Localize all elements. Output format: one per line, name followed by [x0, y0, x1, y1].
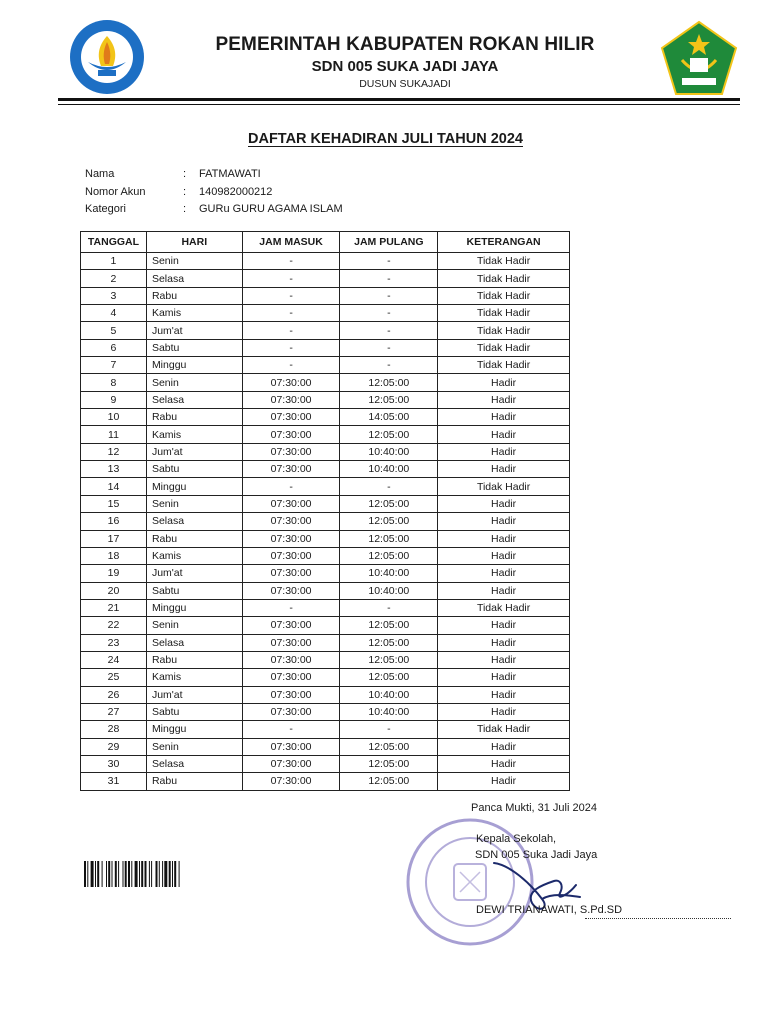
cell-remarks: Tidak Hadir [438, 305, 570, 322]
column-header-remarks: KETERANGAN [438, 232, 570, 253]
barcode-bar [97, 861, 99, 887]
barcode-bar [174, 861, 176, 887]
signer-school: SDN 005 Suka Jadi Jaya [475, 849, 598, 861]
cell-time-out: 14:05:00 [340, 409, 438, 426]
cell-day: Rabu [146, 530, 242, 547]
cell-time-out: 10:40:00 [340, 703, 438, 720]
barcode-bar [87, 861, 88, 887]
column-header-day: HARI [146, 232, 242, 253]
cell-time-out: - [340, 721, 438, 738]
cell-remarks: Hadir [438, 565, 570, 582]
barcode-bar [125, 861, 127, 887]
cell-date: 8 [81, 374, 147, 391]
table-row [81, 495, 570, 512]
cell-remarks: Hadir [438, 617, 570, 634]
table-row [81, 565, 570, 582]
cell-day: Minggu [146, 599, 242, 616]
cell-day: Rabu [146, 773, 242, 790]
cell-day: Selasa [146, 755, 242, 772]
cell-day: Sabtu [146, 461, 242, 478]
barcode-bar [91, 861, 94, 887]
cell-time-in: 07:30:00 [242, 461, 340, 478]
cell-remarks: Tidak Hadir [438, 478, 570, 495]
table-row [81, 461, 570, 478]
cell-date: 22 [81, 617, 147, 634]
table-header-row [81, 232, 570, 253]
column-header-time-out: JAM PULANG [340, 232, 438, 253]
cell-time-in: 07:30:00 [242, 703, 340, 720]
cell-time-in: 07:30:00 [242, 634, 340, 651]
cell-time-in: 07:30:00 [242, 443, 340, 460]
signature-dotted-line [585, 918, 731, 919]
cell-time-out: 12:05:00 [340, 617, 438, 634]
cell-date: 10 [81, 409, 147, 426]
cell-time-in: - [242, 305, 340, 322]
cell-time-in: 07:30:00 [242, 651, 340, 668]
cell-day: Selasa [146, 270, 242, 287]
cell-remarks: Hadir [438, 773, 570, 790]
table-row [81, 738, 570, 755]
barcode-bar [128, 861, 130, 887]
cell-remarks: Hadir [438, 530, 570, 547]
barcode-bar [108, 861, 110, 887]
cell-time-in: 07:30:00 [242, 409, 340, 426]
barcode-bar [123, 861, 124, 887]
cell-time-in: - [242, 339, 340, 356]
cell-day: Minggu [146, 357, 242, 374]
cell-time-out: - [340, 599, 438, 616]
cell-date: 28 [81, 721, 147, 738]
cell-date: 23 [81, 634, 147, 651]
cell-time-in: 07:30:00 [242, 426, 340, 443]
cell-time-out: 12:05:00 [340, 634, 438, 651]
cell-time-out: 10:40:00 [340, 565, 438, 582]
cell-date: 25 [81, 669, 147, 686]
cell-day: Sabtu [146, 339, 242, 356]
cell-time-out: 12:05:00 [340, 738, 438, 755]
table-row [81, 339, 570, 356]
cell-time-in: - [242, 721, 340, 738]
table-row [81, 270, 570, 287]
cell-time-in: - [242, 253, 340, 270]
cell-remarks: Tidak Hadir [438, 270, 570, 287]
cell-day: Sabtu [146, 582, 242, 599]
cell-time-out: 12:05:00 [340, 755, 438, 772]
cell-day: Jum'at [146, 565, 242, 582]
info-separator: : [183, 203, 187, 215]
cell-remarks: Hadir [438, 582, 570, 599]
table-row [81, 357, 570, 374]
table-row [81, 374, 570, 391]
table-row [81, 391, 570, 408]
barcode-bar [118, 861, 119, 887]
cell-time-in: 07:30:00 [242, 565, 340, 582]
cell-date: 3 [81, 287, 147, 304]
cell-remarks: Hadir [438, 703, 570, 720]
cell-date: 27 [81, 703, 147, 720]
cell-remarks: Tidak Hadir [438, 253, 570, 270]
cell-date: 29 [81, 738, 147, 755]
cell-remarks: Tidak Hadir [438, 322, 570, 339]
cell-time-out: 10:40:00 [340, 582, 438, 599]
cell-time-in: 07:30:00 [242, 391, 340, 408]
cell-day: Kamis [146, 669, 242, 686]
barcode-bar [172, 861, 173, 887]
cell-time-in: 07:30:00 [242, 738, 340, 755]
barcode-bar [159, 861, 160, 887]
table-row [81, 599, 570, 616]
table-row [81, 686, 570, 703]
column-header-date: TANGGAL [81, 232, 147, 253]
cell-date: 26 [81, 686, 147, 703]
cell-day: Jum'at [146, 686, 242, 703]
cell-date: 9 [81, 391, 147, 408]
barcode-bar [156, 861, 158, 887]
cell-day: Jum'at [146, 322, 242, 339]
cell-time-in: - [242, 357, 340, 374]
cell-remarks: Tidak Hadir [438, 287, 570, 304]
cell-remarks: Tidak Hadir [438, 721, 570, 738]
cell-time-out: 10:40:00 [340, 461, 438, 478]
cell-date: 16 [81, 513, 147, 530]
info-label: Nomor Akun [85, 185, 146, 198]
cell-day: Senin [146, 617, 242, 634]
info-separator: : [183, 168, 187, 180]
cell-date: 17 [81, 530, 147, 547]
cell-time-out: 12:05:00 [340, 530, 438, 547]
column-header-time-in: JAM MASUK [242, 232, 340, 253]
cell-day: Selasa [146, 634, 242, 651]
cell-day: Selasa [146, 513, 242, 530]
barcode-bar [145, 861, 147, 887]
cell-day: Sabtu [146, 703, 242, 720]
cell-time-out: 12:05:00 [340, 374, 438, 391]
table-row [81, 669, 570, 686]
cell-time-in: - [242, 478, 340, 495]
cell-time-out: - [340, 270, 438, 287]
cell-date: 21 [81, 599, 147, 616]
cell-date: 31 [81, 773, 147, 790]
cell-time-out: 10:40:00 [340, 686, 438, 703]
cell-day: Kamis [146, 426, 242, 443]
barcode-bar [102, 861, 103, 887]
cell-day: Selasa [146, 391, 242, 408]
barcode-bar [106, 861, 107, 887]
barcode-bar [149, 861, 150, 887]
barcode-bar [115, 861, 117, 887]
cell-date: 11 [81, 426, 147, 443]
cell-time-in: 07:30:00 [242, 686, 340, 703]
table-row [81, 305, 570, 322]
cell-time-in: - [242, 322, 340, 339]
cell-day: Rabu [146, 651, 242, 668]
info-row-account [85, 184, 343, 202]
header-divider [58, 98, 740, 101]
barcode-bar [141, 861, 143, 887]
cell-day: Rabu [146, 409, 242, 426]
table-row [81, 426, 570, 443]
barcode-bar [162, 861, 163, 887]
cell-remarks: Hadir [438, 547, 570, 564]
cell-date: 2 [81, 270, 147, 287]
cell-remarks: Tidak Hadir [438, 357, 570, 374]
barcode-bar [164, 861, 167, 887]
kemenag-logo [660, 20, 738, 96]
cell-remarks: Hadir [438, 443, 570, 460]
cell-time-out: 12:05:00 [340, 547, 438, 564]
cell-time-out: 12:05:00 [340, 391, 438, 408]
info-value: 140982000212 [199, 185, 273, 198]
table-row [81, 443, 570, 460]
cell-time-in: 07:30:00 [242, 582, 340, 599]
cell-date: 6 [81, 339, 147, 356]
table-row [81, 773, 570, 790]
cell-time-in: - [242, 270, 340, 287]
cell-remarks: Hadir [438, 738, 570, 755]
attendance-rows [81, 253, 570, 791]
table-row [81, 651, 570, 668]
cell-day: Rabu [146, 287, 242, 304]
cell-date: 4 [81, 305, 147, 322]
barcode-bar [95, 861, 96, 887]
table-row [81, 287, 570, 304]
cell-day: Senin [146, 738, 242, 755]
cell-remarks: Hadir [438, 755, 570, 772]
table-row [81, 409, 570, 426]
barcode-bar [135, 861, 138, 887]
cell-date: 1 [81, 253, 147, 270]
cell-day: Senin [146, 253, 242, 270]
cell-remarks: Hadir [438, 391, 570, 408]
government-title: PEMERINTAH KABUPATEN ROKAN HILIR [215, 34, 595, 55]
cell-time-in: 07:30:00 [242, 617, 340, 634]
info-row-category [85, 201, 343, 219]
info-value: FATMAWATI [199, 168, 261, 180]
cell-time-in: 07:30:00 [242, 495, 340, 512]
cell-time-out: - [340, 357, 438, 374]
info-row-name [85, 166, 343, 184]
barcode-bar [112, 861, 113, 887]
cell-remarks: Hadir [438, 634, 570, 651]
school-name: SDN 005 SUKA JADI JAYA [311, 58, 499, 75]
cell-time-in: 07:30:00 [242, 547, 340, 564]
table-row [81, 617, 570, 634]
cell-date: 24 [81, 651, 147, 668]
cell-date: 20 [81, 582, 147, 599]
cell-time-in: 07:30:00 [242, 755, 340, 772]
cell-time-out: - [340, 322, 438, 339]
cell-date: 30 [81, 755, 147, 772]
cell-time-in: 07:30:00 [242, 669, 340, 686]
cell-remarks: Hadir [438, 426, 570, 443]
cell-day: Minggu [146, 478, 242, 495]
place-date: Panca Mukti, 31 Juli 2024 [471, 802, 597, 814]
cell-time-out: 12:05:00 [340, 651, 438, 668]
cell-day: Kamis [146, 305, 242, 322]
table-row [81, 634, 570, 651]
barcode-bar [139, 861, 140, 887]
cell-day: Kamis [146, 547, 242, 564]
signer-title: Kepala Sekolah, [476, 833, 557, 845]
barcode-bar [151, 861, 152, 887]
cell-remarks: Tidak Hadir [438, 599, 570, 616]
cell-time-out: 12:05:00 [340, 773, 438, 790]
cell-remarks: Hadir [438, 686, 570, 703]
header-divider-thin [58, 104, 740, 105]
cell-date: 19 [81, 565, 147, 582]
cell-time-in: - [242, 599, 340, 616]
cell-time-out: - [340, 287, 438, 304]
cell-time-out: 12:05:00 [340, 426, 438, 443]
table-row [81, 322, 570, 339]
cell-remarks: Hadir [438, 651, 570, 668]
cell-time-out: 12:05:00 [340, 495, 438, 512]
barcode [84, 861, 234, 887]
document-title: DAFTAR KEHADIRAN JULI TAHUN 2024 [248, 131, 523, 147]
table-row [81, 513, 570, 530]
employee-info [85, 166, 343, 219]
cell-date: 5 [81, 322, 147, 339]
cell-time-out: - [340, 339, 438, 356]
cell-time-out: 12:05:00 [340, 513, 438, 530]
info-label: Kategori [85, 203, 126, 215]
info-separator: : [183, 185, 187, 198]
table-row [81, 530, 570, 547]
table-row [81, 703, 570, 720]
cell-date: 14 [81, 478, 147, 495]
cell-time-in: 07:30:00 [242, 773, 340, 790]
cell-day: Senin [146, 495, 242, 512]
cell-date: 18 [81, 547, 147, 564]
table-row [81, 253, 570, 270]
attendance-table [80, 231, 570, 791]
cell-remarks: Hadir [438, 409, 570, 426]
cell-time-out: 12:05:00 [340, 669, 438, 686]
cell-remarks: Hadir [438, 461, 570, 478]
cell-time-in: - [242, 287, 340, 304]
barcode-bar [84, 861, 86, 887]
cell-time-out: 10:40:00 [340, 443, 438, 460]
cell-time-in: 07:30:00 [242, 513, 340, 530]
signer-name: DEWI TRIANAWATI, S.Pd.SD [476, 904, 623, 916]
cell-remarks: Hadir [438, 495, 570, 512]
table-row [81, 721, 570, 738]
cell-remarks: Hadir [438, 513, 570, 530]
cell-date: 15 [81, 495, 147, 512]
cell-time-out: - [340, 305, 438, 322]
cell-remarks: Tidak Hadir [438, 339, 570, 356]
tut-wuri-handayani-logo [68, 18, 146, 96]
cell-day: Jum'at [146, 443, 242, 460]
cell-day: Senin [146, 374, 242, 391]
cell-date: 12 [81, 443, 147, 460]
table-row [81, 478, 570, 495]
cell-date: 13 [81, 461, 147, 478]
barcode-bar [169, 861, 171, 887]
barcode-bar [179, 861, 180, 887]
cell-date: 7 [81, 357, 147, 374]
barcode-bar [131, 861, 132, 887]
cell-remarks: Hadir [438, 669, 570, 686]
table-row [81, 547, 570, 564]
cell-time-in: 07:30:00 [242, 530, 340, 547]
cell-day: Minggu [146, 721, 242, 738]
table-row [81, 755, 570, 772]
table-row [81, 582, 570, 599]
cell-remarks: Hadir [438, 374, 570, 391]
cell-time-out: - [340, 253, 438, 270]
info-value: GURu GURU AGAMA ISLAM [199, 203, 343, 215]
cell-time-in: 07:30:00 [242, 374, 340, 391]
cell-time-out: - [340, 478, 438, 495]
hamlet-name: DUSUN SUKAJADI [359, 78, 451, 90]
info-label: Nama [85, 168, 115, 180]
